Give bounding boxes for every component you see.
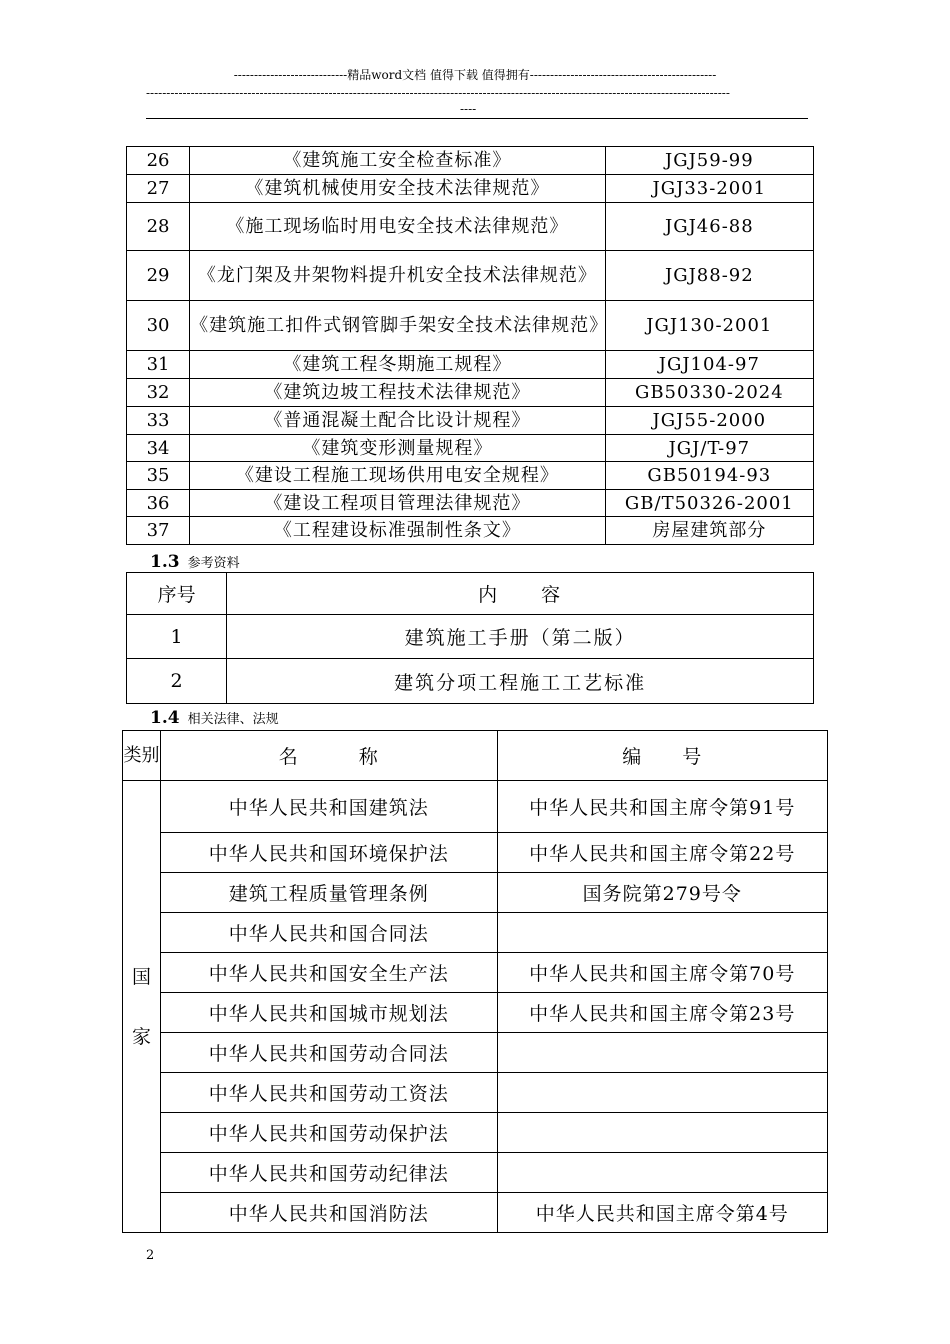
standards-row-code: GB50330-2024 bbox=[605, 379, 813, 407]
laws-row-code bbox=[497, 1153, 827, 1193]
references-row-content: 建筑施工手册（第二版） bbox=[227, 615, 814, 659]
standards-row-code: GB/T50326-2001 bbox=[605, 490, 813, 517]
laws-row bbox=[123, 833, 828, 873]
laws-row-code: 中华人民共和国主席令第23号 bbox=[497, 993, 827, 1033]
laws-row-code bbox=[497, 913, 827, 953]
standards-row-no: 28 bbox=[127, 203, 190, 251]
laws-row-name: 中华人民共和国劳动工资法 bbox=[161, 1073, 497, 1113]
standards-row bbox=[127, 147, 814, 175]
section-1-4-number: 1.4 bbox=[150, 708, 180, 728]
laws-row bbox=[123, 993, 828, 1033]
laws-row-name: 中华人民共和国城市规划法 bbox=[161, 993, 497, 1033]
standards-row-name: 《建设工程施工现场供用电安全规程》 bbox=[190, 462, 606, 490]
laws-row-name: 中华人民共和国环境保护法 bbox=[161, 833, 497, 873]
laws-header-category: 类别 bbox=[123, 731, 161, 781]
laws-row-code: 国务院第279号令 bbox=[497, 873, 827, 913]
header-line-1: ----------------------------精品word文档 值得下载 值得拥有---------------------------------------------- bbox=[233, 68, 717, 82]
laws-row-name: 中华人民共和国劳动合同法 bbox=[161, 1033, 497, 1073]
laws-row-name: 中华人民共和国安全生产法 bbox=[161, 953, 497, 993]
laws-row-name: 中华人民共和国消防法 bbox=[161, 1193, 497, 1233]
standards-row-no: 36 bbox=[127, 490, 190, 517]
standards-row-no: 30 bbox=[127, 301, 190, 351]
standards-row-no: 35 bbox=[127, 462, 190, 490]
standards-row-name: 《建筑边坡工程技术法律规范》 bbox=[190, 379, 606, 407]
standards-row bbox=[127, 490, 814, 517]
laws-row bbox=[123, 1033, 828, 1073]
standards-row bbox=[127, 407, 814, 435]
laws-row-name: 建筑工程质量管理条例 bbox=[161, 873, 497, 913]
header-line-3: ---- bbox=[460, 102, 477, 116]
standards-row-name: 《施工现场临时用电安全技术法律规范》 bbox=[190, 203, 606, 251]
standards-row-code: JGJ33-2001 bbox=[605, 175, 813, 203]
references-header-content: 内 容 bbox=[227, 573, 814, 615]
laws-table bbox=[122, 730, 828, 1233]
laws-row-code bbox=[497, 1033, 827, 1073]
laws-row-name: 中华人民共和国劳动保护法 bbox=[161, 1113, 497, 1153]
standards-row bbox=[127, 251, 814, 301]
standards-row-name: 《建筑施工扣件式钢管脚手架安全技术法律规范》 bbox=[190, 301, 606, 351]
standards-row-name: 《龙门架及井架物料提升机安全技术法律规范》 bbox=[190, 251, 606, 301]
standards-row-no: 31 bbox=[127, 351, 190, 379]
standards-row bbox=[127, 351, 814, 379]
laws-row bbox=[123, 1113, 828, 1153]
laws-row bbox=[123, 873, 828, 913]
laws-header-code: 编 号 bbox=[497, 731, 827, 781]
laws-row-code: 中华人民共和国主席令第91号 bbox=[497, 781, 827, 833]
section-1-4-heading bbox=[150, 708, 279, 728]
section-1-3-title: 参考资料 bbox=[187, 556, 240, 571]
header-line-2: ------------------------------------------------------------------------------------------------------------------------------------------------ bbox=[146, 86, 730, 100]
section-1-3-heading bbox=[150, 552, 240, 572]
references-header-no: 序号 bbox=[127, 573, 227, 615]
standards-row-no: 37 bbox=[127, 517, 190, 545]
header-rule bbox=[146, 118, 808, 119]
standards-row-name: 《建筑机械使用安全技术法律规范》 bbox=[190, 175, 606, 203]
standards-row bbox=[127, 462, 814, 490]
laws-row bbox=[123, 1153, 828, 1193]
standards-row-code: JGJ/T-97 bbox=[605, 435, 813, 462]
standards-row-name: 《普通混凝土配合比设计规程》 bbox=[190, 407, 606, 435]
references-row-no: 1 bbox=[127, 615, 227, 659]
laws-row bbox=[123, 1073, 828, 1113]
laws-row bbox=[123, 1193, 828, 1233]
standards-row-name: 《建筑变形测量规程》 bbox=[190, 435, 606, 462]
standards-row-code: GB50194-93 bbox=[605, 462, 813, 490]
laws-category: 国 家 bbox=[123, 781, 161, 1233]
section-1-3-number: 1.3 bbox=[150, 552, 180, 572]
standards-row-code: JGJ59-99 bbox=[605, 147, 813, 175]
laws-row-code bbox=[497, 1073, 827, 1113]
standards-row bbox=[127, 435, 814, 462]
standards-table bbox=[126, 146, 814, 545]
standards-row-code: JGJ46-88 bbox=[605, 203, 813, 251]
standards-row-no: 34 bbox=[127, 435, 190, 462]
references-row-no: 2 bbox=[127, 659, 227, 704]
page-number: 2 bbox=[146, 1248, 155, 1263]
standards-row-code: JGJ130-2001 bbox=[605, 301, 813, 351]
standards-row-name: 《工程建设标准强制性条文》 bbox=[190, 517, 606, 545]
standards-row bbox=[127, 175, 814, 203]
standards-row-no: 29 bbox=[127, 251, 190, 301]
standards-row bbox=[127, 517, 814, 545]
standards-row bbox=[127, 203, 814, 251]
laws-row-code bbox=[497, 1113, 827, 1153]
standards-row-no: 27 bbox=[127, 175, 190, 203]
section-1-4-title: 相关法律、法规 bbox=[187, 712, 279, 727]
standards-row-name: 《建筑施工安全检查标准》 bbox=[190, 147, 606, 175]
standards-row-no: 33 bbox=[127, 407, 190, 435]
standards-row bbox=[127, 301, 814, 351]
laws-row-name: 中华人民共和国合同法 bbox=[161, 913, 497, 953]
laws-row-name: 中华人民共和国劳动纪律法 bbox=[161, 1153, 497, 1193]
laws-row-code: 中华人民共和国主席令第70号 bbox=[497, 953, 827, 993]
laws-row-code: 中华人民共和国主席令第22号 bbox=[497, 833, 827, 873]
standards-row bbox=[127, 379, 814, 407]
references-table bbox=[126, 572, 814, 704]
laws-row bbox=[123, 953, 828, 993]
standards-row-code: 房屋建筑部分 bbox=[605, 517, 813, 545]
laws-row-name: 中华人民共和国建筑法 bbox=[161, 781, 497, 833]
laws-row bbox=[123, 913, 828, 953]
standards-row-name: 《建筑工程冬期施工规程》 bbox=[190, 351, 606, 379]
standards-row-code: JGJ55-2000 bbox=[605, 407, 813, 435]
standards-row-no: 26 bbox=[127, 147, 190, 175]
standards-row-code: JGJ88-92 bbox=[605, 251, 813, 301]
standards-row-name: 《建设工程项目管理法律规范》 bbox=[190, 490, 606, 517]
standards-row-no: 32 bbox=[127, 379, 190, 407]
references-row-content: 建筑分项工程施工工艺标准 bbox=[227, 659, 814, 704]
standards-row-code: JGJ104-97 bbox=[605, 351, 813, 379]
laws-row-code: 中华人民共和国主席令第4号 bbox=[497, 1193, 827, 1233]
laws-row bbox=[123, 781, 828, 833]
laws-header-name: 名 称 bbox=[161, 731, 497, 781]
